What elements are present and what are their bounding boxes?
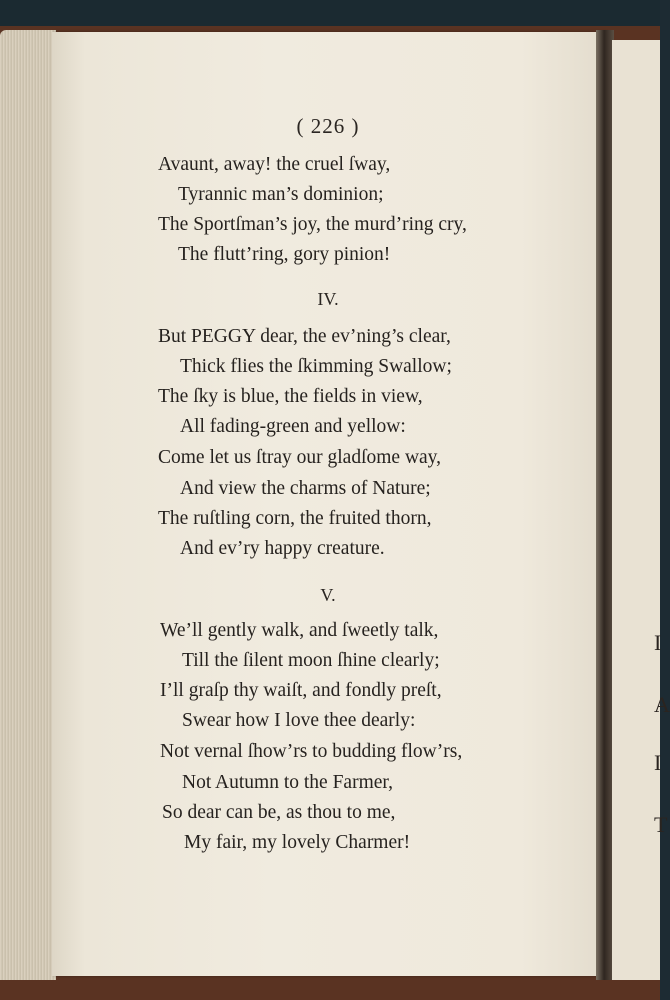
verse-line: The ruſtling corn, the fruited thorn, (158, 508, 432, 529)
verse-line: Come let us ſtray our gladſome way, (158, 447, 442, 468)
left-page (52, 32, 604, 976)
verse-line: Avaunt, away! the cruel ſway, (158, 154, 391, 175)
next-page-glyph: I (654, 630, 662, 655)
page-number: ( 226 ) (296, 114, 360, 138)
verse-line: The flutt’ring, gory pinion! (178, 244, 391, 265)
page-edges (0, 30, 56, 980)
verse-line: Tyrannic man’s dominion; (178, 184, 384, 205)
verse-line: We’ll gently walk, and ſweetly talk, (160, 620, 439, 641)
verse-line: Thick flies the ſkimming Swallow; (180, 356, 452, 377)
verse-line: But PEGGY dear, the ev’ning’s clear, (158, 326, 451, 347)
verse-line: I’ll graſp thy waiſt, and fondly preſt, (160, 680, 442, 701)
verse-line: And ev’ry happy creature. (180, 538, 385, 559)
next-page-glyph: I (654, 750, 662, 775)
next-page-glyph: T (654, 812, 668, 837)
stanza-number: V. (320, 585, 336, 605)
verse-line: So dear can be, as thou to me, (162, 802, 396, 823)
verse-line: Not vernal ſhow’rs to budding flow’rs, (160, 741, 463, 762)
right-page-edge (612, 40, 670, 980)
verse-line: My fair, my lovely Charmer! (184, 832, 411, 853)
verse-line: And view the charms of Nature; (180, 478, 431, 499)
verse-line: The ſky is blue, the fields in view, (158, 386, 423, 407)
verse-line: The Sportſman’s joy, the murd’ring cry, (158, 214, 467, 235)
verse-line: Till the ſilent moon ſhine clearly; (182, 650, 440, 671)
next-page-glyph: A (654, 692, 670, 717)
verse-line: All fading-green and yellow: (180, 416, 406, 437)
verse-line: Swear how I love thee dearly: (182, 710, 416, 731)
stanza-number: IV. (317, 289, 339, 309)
verse-line: Not Autumn to the Farmer, (182, 772, 393, 793)
